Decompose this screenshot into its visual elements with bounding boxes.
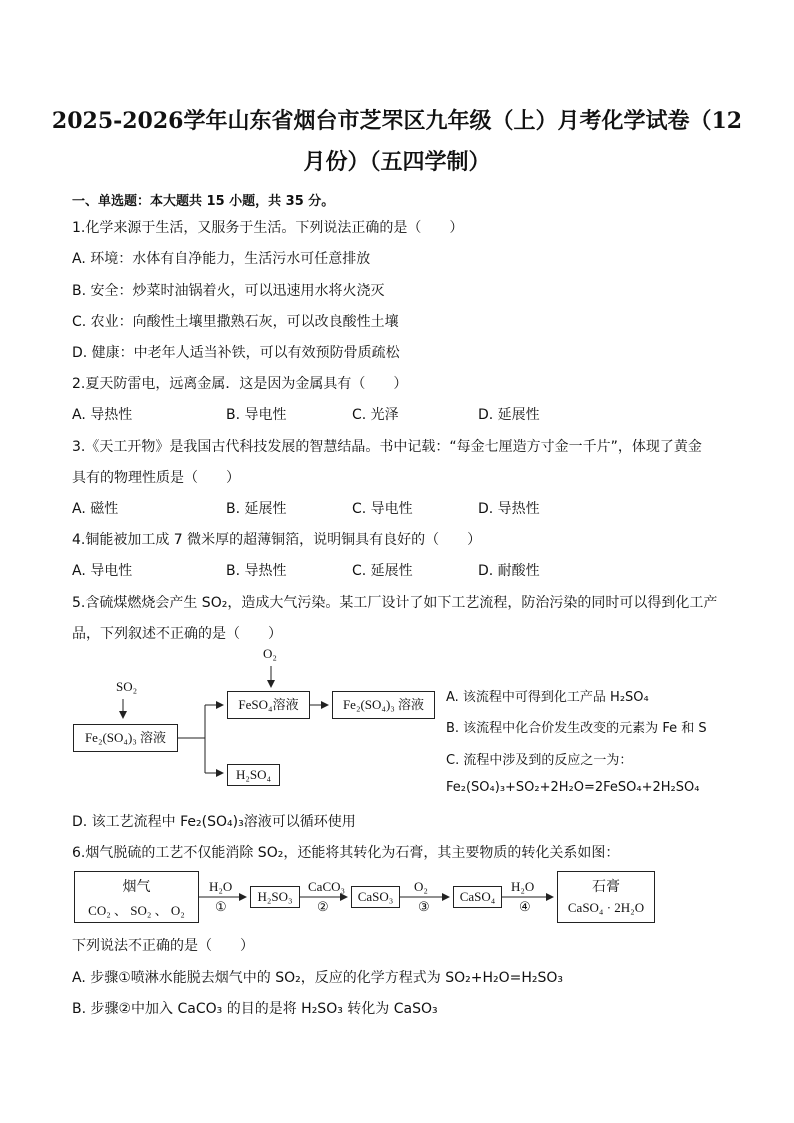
h2so4-box: H₂SO₄ [227,764,280,786]
question-2-option-a: A. 导热性 [72,407,133,423]
h2so3-box: H₂SO₃ [250,886,300,908]
exam-title-line-1: 2025-2026学年山东省烟台市芝罘区九年级（上）月考化学试卷（12 [51,108,743,134]
question-4-option-a: A. 导电性 [72,563,133,579]
o2-label: O₂ [263,646,277,661]
question-3-option-a: A. 磁性 [72,501,119,517]
question-5-option-c-equation: Fe₂(SO₄)₃+SO₂+2H₂O=2FeSO₄+2H₂SO₄ [446,780,700,795]
so2-label: SO₂ [116,679,138,694]
question-4-option-c: C. 延展性 [352,563,413,579]
question-5-option-c: C. 流程中涉及到的反应之一为： [446,753,633,768]
start-solution-box: Fe₂(SO₄)₃ 溶液 [73,724,178,752]
caso3-box: CaSO₃ [351,886,400,908]
step-2-reagent: CaCO₃ [308,879,346,894]
step-1-number: ① [215,899,227,914]
step-4-reagent: H₂O [511,879,535,894]
question-3-option-d: D. 导热性 [478,501,540,517]
question-6-stem: 6.烟气脱硫的工艺不仅能消除 SO₂，还能将其转化为石膏，其主要物质的转化关系如图： [72,845,620,861]
question-1-stem: 1.化学来源于生活，又服务于生活。下列说法正确的是（ ） [72,220,464,236]
question-2-option-d: D. 延展性 [478,407,540,423]
step-3-number: ③ [418,899,430,914]
question-4-stem: 4.铜能被加工成 7 微米厚的超薄铜箔，说明铜具有良好的（ ） [72,532,482,548]
question-5-stem-line-2: 品，下列叙述不正确的是（ ） [72,626,282,642]
flue-gas-title: 烟气 [122,880,151,895]
question-6-sub-stem: 下列说法不正确的是（ ） [72,938,254,954]
gypsum-title: 石膏 [592,880,620,895]
question-2-stem: 2.夏天防雷电，远离金属．这是因为金属具有（ ） [72,376,408,392]
question-1-option-b: B. 安全：炒菜时油锅着火，可以迅速用水将火浇灭 [72,283,385,299]
question-1-option-c: C. 农业：向酸性土壤里撒熟石灰，可以改良酸性土壤 [72,314,399,330]
step-2-number: ② [317,899,329,914]
feso4-solution-box: FeSO₄溶液 [227,691,310,719]
question-2-option-b: B. 导电性 [226,407,287,423]
exam-title-line-2: 月份）（五四学制） [303,149,491,175]
flue-gas-content: CO₂ 、 SO₂ 、 O₂ [88,903,185,918]
step-1-reagent: H₂O [209,879,233,894]
question-3-stem-line-2: 具有的物理性质是（ ） [72,470,240,486]
question-5-option-d: D. 该工艺流程中 Fe₂(SO₄)₃溶液可以循环使用 [72,814,356,830]
step-3-reagent: O₂ [414,879,428,894]
question-6-option-a: A. 步骤①喷淋水能脱去烟气中的 SO₂，反应的化学方程式为 SO₂+H₂O=H₂SO₃ [72,970,563,986]
question-4-option-d: D. 耐酸性 [478,563,540,579]
question-3-stem-line-1: 3.《天工开物》是我国古代科技发展的智慧结晶。书中记载：“每金七厘造方寸金一千片”，体现了黄金 [72,439,702,455]
section-heading: 一、单选题：本大题共 15 小题，共 35 分。 [72,194,335,209]
gypsum-box [557,871,655,923]
question-3-option-c: C. 导电性 [352,501,413,517]
question-3-option-b: B. 延展性 [226,501,287,517]
question-1-option-d: D. 健康：中老年人适当补铁，可以有效预防骨质疏松 [72,345,400,361]
caso4-box: CaSO₄ [453,886,502,908]
question-5-stem-line-1: 5.含硫煤燃烧会产生 SO₂，造成大气污染。某工厂设计了如下工艺流程，防治污染的同时可以得到化工产 [72,595,718,611]
question-4-option-b: B. 导热性 [226,563,287,579]
question-1-option-a: A. 环境：水体有自净能力，生活污水可任意排放 [72,251,371,267]
question-2-option-c: C. 光泽 [352,407,399,423]
gypsum-content: CaSO₄ · 2H₂O [567,900,645,915]
flue-gas-box [74,871,199,923]
question-6-option-b: B. 步骤②中加入 CaCO₃ 的目的是将 H₂SO₃ 转化为 CaSO₃ [72,1001,438,1017]
question-5-option-a: A. 该流程中可得到化工产品 H₂SO₄ [446,690,649,705]
question-5-option-b: B. 该流程中化合价发生改变的元素为 Fe 和 S [446,721,707,736]
fe2so43-solution-box: Fe₂(SO₄)₃ 溶液 [332,691,435,719]
step-4-number: ④ [519,899,531,914]
